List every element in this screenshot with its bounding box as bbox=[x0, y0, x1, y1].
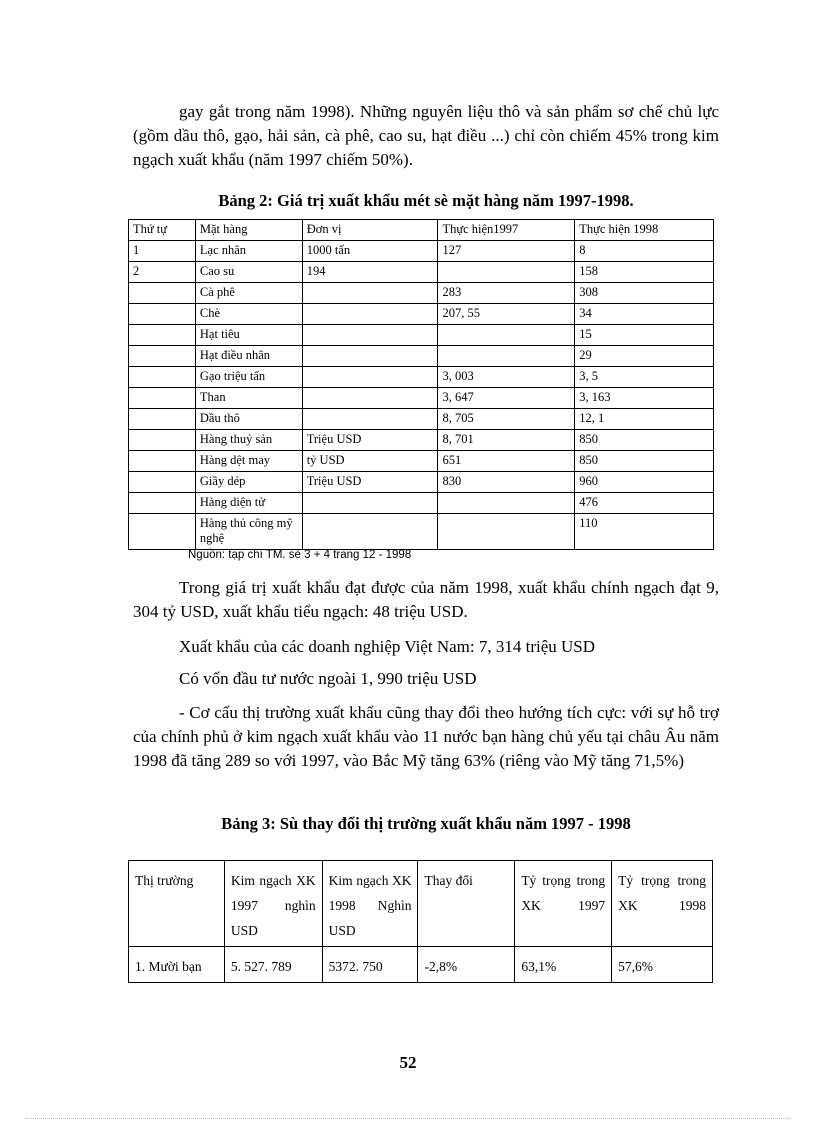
header-cell: Thay đổi bbox=[418, 861, 515, 947]
table-cell bbox=[302, 367, 438, 388]
table-cell bbox=[129, 409, 196, 430]
table-cell bbox=[129, 346, 196, 367]
table-cell: 850 bbox=[575, 430, 714, 451]
table-cell: Than bbox=[195, 388, 302, 409]
table-cell: 3, 5 bbox=[575, 367, 714, 388]
intro-paragraph: gay gắt trong năm 1998). Những nguyên liệu thô và sản phẩm sơ chế chủ lực (gồm dầu thô, gạo, hải sản, cà phê, cao su, hạt điều ...) chỉ còn chiếm 45% trong kim ngạch xuất khẩu (năm 1997 chiếm 50%). bbox=[133, 102, 719, 169]
table-cell bbox=[129, 472, 196, 493]
table-cell: Hàng dệt may bbox=[195, 451, 302, 472]
table-cell: Giầy dép bbox=[195, 472, 302, 493]
table-cell: Cao su bbox=[195, 262, 302, 283]
table-cell: 5372. 750 bbox=[322, 947, 418, 983]
table-cell bbox=[438, 325, 575, 346]
table-cell: Dầu thô bbox=[195, 409, 302, 430]
table-cell: 34 bbox=[575, 304, 714, 325]
table-row bbox=[129, 388, 714, 409]
table-cell: 110 bbox=[575, 514, 714, 550]
table-row bbox=[129, 262, 714, 283]
table-cell: Chè bbox=[195, 304, 302, 325]
table-cell bbox=[302, 283, 438, 304]
table-cell: Hàng thuỷ sản bbox=[195, 430, 302, 451]
body-paragraph-4: - Cơ cấu thị trường xuất khẩu cũng thay đổi theo hướng tích cực: với sự hỗ trợ của chính phủ ở kim ngạch xuất khẩu vào 11 nước bạn hàng chủ yếu tại châu Âu năm 1998 đã tăng 289 so với 1997, vào Bắc Mỹ tăng 63% (riêng vào Mỹ tăng 71,5%) bbox=[133, 703, 719, 770]
table-cell: Hàng thủ công mỹ nghệ bbox=[195, 514, 302, 550]
table-cell: 194 bbox=[302, 262, 438, 283]
table-cell bbox=[438, 514, 575, 550]
table2-caption: Bảng 2: Giá trị xuất khẩu mét sè mặt hàng năm 1997-1998. bbox=[218, 191, 634, 210]
table-cell: Cà phê bbox=[195, 283, 302, 304]
table-cell: Triệu USD bbox=[302, 472, 438, 493]
table-cell: 12, 1 bbox=[575, 409, 714, 430]
table-cell bbox=[129, 493, 196, 514]
table-cell: 476 bbox=[575, 493, 714, 514]
table-cell bbox=[129, 304, 196, 325]
table-cell: 960 bbox=[575, 472, 714, 493]
body-paragraph-2: Xuất khẩu của các doanh nghiệp Việt Nam: 7, 314 triệu USD bbox=[179, 637, 596, 656]
header-cell: Mặt hàng bbox=[195, 220, 302, 241]
table-cell: Hàng diện tử bbox=[195, 493, 302, 514]
table-row bbox=[129, 241, 714, 262]
table-cell: tỷ USD bbox=[302, 451, 438, 472]
table-cell: Triệu USD bbox=[302, 430, 438, 451]
table-row bbox=[129, 514, 714, 550]
table-cell: 158 bbox=[575, 262, 714, 283]
table3-caption: Bảng 3: Sù thay đổi thị trường xuất khẩu năm 1997 - 1998 bbox=[221, 814, 631, 833]
body-paragraph-1: Trong giá trị xuất khẩu đạt được của năm 1998, xuất khẩu chính ngạch đạt 9, 304 tỷ USD, xuất khẩu tiểu ngạch: 48 triệu USD. bbox=[133, 578, 719, 621]
header-cell: Đơn vị bbox=[302, 220, 438, 241]
table-cell: 8, 705 bbox=[438, 409, 575, 430]
table-cell bbox=[129, 430, 196, 451]
table-cell bbox=[129, 388, 196, 409]
table-row bbox=[129, 947, 713, 983]
table-cell: Lạc nhân bbox=[195, 241, 302, 262]
table-cell bbox=[302, 346, 438, 367]
table-cell: 8, 701 bbox=[438, 430, 575, 451]
table-cell: 2 bbox=[129, 262, 196, 283]
table-cell: 3, 163 bbox=[575, 388, 714, 409]
table-row bbox=[129, 409, 714, 430]
table-cell: 8 bbox=[575, 241, 714, 262]
table-cell: -2,8% bbox=[418, 947, 515, 983]
table-cell: 308 bbox=[575, 283, 714, 304]
header-cell: Thứ tự bbox=[129, 220, 196, 241]
table-cell: 1 bbox=[129, 241, 196, 262]
table-cell bbox=[302, 325, 438, 346]
table-cell bbox=[129, 514, 196, 550]
header-cell: Tỷ trọng trong XK 1998 bbox=[612, 861, 713, 947]
header-cell: Kim ngạch XK 1997 nghìn USD bbox=[224, 861, 322, 947]
table-row bbox=[129, 430, 714, 451]
table-cell: 127 bbox=[438, 241, 575, 262]
table-cell bbox=[438, 493, 575, 514]
table-cell: 207, 55 bbox=[438, 304, 575, 325]
table2-source: Nguồn: tạp chí TM. sè 3 + 4 trang 12 - 1998 bbox=[188, 549, 412, 561]
table-row bbox=[129, 283, 714, 304]
table-row bbox=[129, 346, 714, 367]
table-cell: 651 bbox=[438, 451, 575, 472]
table-cell: 1. Mười bạn bbox=[129, 947, 225, 983]
table-cell: 830 bbox=[438, 472, 575, 493]
table-cell: 63,1% bbox=[515, 947, 612, 983]
table-cell bbox=[129, 325, 196, 346]
table-cell: 850 bbox=[575, 451, 714, 472]
page-number: 52 bbox=[399, 1053, 417, 1072]
table-cell bbox=[302, 493, 438, 514]
table-cell: Hạt tiêu bbox=[195, 325, 302, 346]
table-cell bbox=[129, 283, 196, 304]
table-cell: Gạo triệu tấn bbox=[195, 367, 302, 388]
table-cell: 5. 527. 789 bbox=[224, 947, 322, 983]
market-change-table bbox=[128, 860, 713, 983]
table-cell bbox=[302, 409, 438, 430]
table-cell bbox=[438, 262, 575, 283]
table-cell: Hạt điều nhân bbox=[195, 346, 302, 367]
table-row bbox=[129, 367, 714, 388]
table-cell: 57,6% bbox=[612, 947, 713, 983]
table-header-row bbox=[129, 220, 714, 241]
table-cell: 283 bbox=[438, 283, 575, 304]
table-row bbox=[129, 493, 714, 514]
table-cell bbox=[129, 367, 196, 388]
table-cell: 3, 003 bbox=[438, 367, 575, 388]
table-header-row bbox=[129, 861, 713, 947]
table-row bbox=[129, 325, 714, 346]
table-cell bbox=[302, 388, 438, 409]
table-cell bbox=[302, 304, 438, 325]
header-cell: Thực hiện 1998 bbox=[575, 220, 714, 241]
table-row bbox=[129, 451, 714, 472]
header-cell: Thị trường bbox=[129, 861, 225, 947]
table-cell: 15 bbox=[575, 325, 714, 346]
header-cell: Kim ngạch XK 1998 Nghìn USD bbox=[322, 861, 418, 947]
body-paragraph-3: Có vốn đầu tư nước ngoài 1, 990 triệu USD bbox=[179, 669, 477, 688]
header-cell: Tỷ trọng trong XK 1997 bbox=[515, 861, 612, 947]
table-row bbox=[129, 304, 714, 325]
page-bottom-border bbox=[26, 1118, 790, 1119]
table-cell bbox=[302, 514, 438, 550]
table-cell: 29 bbox=[575, 346, 714, 367]
table-cell: 1000 tấn bbox=[302, 241, 438, 262]
table-cell bbox=[129, 451, 196, 472]
table-cell: 3, 647 bbox=[438, 388, 575, 409]
table-row bbox=[129, 472, 714, 493]
header-cell: Thực hiện1997 bbox=[438, 220, 575, 241]
table-cell bbox=[438, 346, 575, 367]
export-value-table bbox=[128, 219, 714, 550]
